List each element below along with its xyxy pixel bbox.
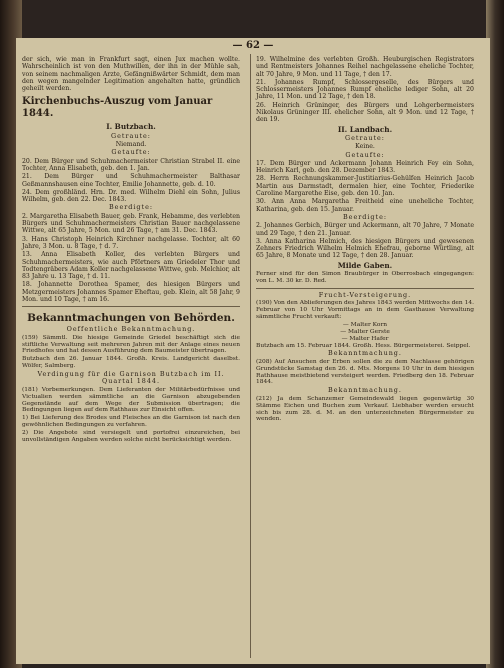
entry: 2. Margaretha Elisabeth Bauer, geb. Frank, Hebamme, des verlebten Bürgers und Schuhmachermeisters Christian Bauer nachgelassene Wittwe, alt 65 Jahre, 5 Mon. und 26 Tage, † am 31. Dec. 1843. <box>22 212 240 235</box>
announcement-subheading: Verdingung für die Garnison Butzbach im II. Quartal 1844. <box>37 370 225 386</box>
entry: 30. Ann Anna Margaretha Freitheid eine uneheliche Tochter, Katharina, geb. den 15. Januar. <box>256 198 474 213</box>
entry: 19. Wilhelmine des verlebten Großh. Heuburgischen Registrators und Rentmeisters Johannes Reihel nachgelassene eheliche Tochter, alt 70 Jahre, 9 Mon. und 11 Tage, † den 17. <box>256 56 474 78</box>
entry: 28. Herrn Rechnungskammer-Justitiarius-Gehülfen Heinrich Jacob Martin aus Darmstadt, dermalen hier, eine Tochter, Friederike Caroline Margarethe Eise, geb. den 10. Jan. <box>256 175 474 198</box>
announcement: (212) Ja dem Schanzemer Gemeindewald liegen gegenwärtig 30 Stämme Eichen und Buchen zum Verkauf. Liebhaber werden ersucht sich bis zum 28. d. M. an den unterzeichneten Bürgermeister zu wenden. <box>256 395 474 423</box>
entry: 3. Hans Christoph Heinrich Kirchner nachgelasse. Tochter, alt 60 Jahre, 3 Mon. u. 8 Tage, † d. 7. <box>22 235 240 250</box>
announcement: Butzbach den 26. Januar 1844. Großh. Kreis. Landgericht daselbst. Wölfer, Salmberg. <box>22 356 240 370</box>
entry: 13. Anna Elisabeth Koller, des verlebten Bürgers und Schuhmachermeisters, wie auch Pförtners am Griedeler Thor und Todtengräbers Adam Koller nachgelassene Wittwe, geb. Melchior, alt 83 Jahre u. 13 Tage, † d. 11. <box>22 251 240 281</box>
getraute-entry: Niemand. <box>115 141 147 149</box>
fruit-auction-heading: Frucht-Versteigerung. <box>318 290 412 299</box>
beerdigte-heading: Beerdigte: <box>342 212 388 221</box>
announcement-heading: Bekanntmachung. <box>328 349 402 358</box>
announcement-subheading: Oeffentliche Bekanntmachung. <box>66 325 196 334</box>
getaufte-heading: Getaufte: <box>345 150 385 159</box>
announcement-heading: Bekanntmachung. <box>328 386 402 395</box>
entry: 26. Heinrich Grüninger, des Bürgers und Lohgerbermeisters Nikolaus Grüninger III. ehelicher Sohn, alt 9 Mon. und 12 Tage, † den 19. <box>256 101 474 124</box>
getraute-heading: Getraute: <box>111 131 151 140</box>
entry: 3. Anna Katharina Helmich, des hiesigen Bürgers und gewesenen Zehners Friedrich Wilhelm Helmich Ehefrau, geborne Würtling, alt 65 Jahre, 8 Monate und 12 Tage, † den 28. Januar. <box>256 237 474 260</box>
donations-text: Ferner sind für den Simon Braubürger in Oberrosbach eingegangen: von L. M. 30 kr. D. Red. <box>256 271 474 284</box>
section-heading: II. Landbach. <box>337 124 393 134</box>
fruit-item: — Malter Hafer <box>341 335 389 342</box>
fruit-auction-block <box>256 288 474 350</box>
entry: 18. Johannette Dorothea Spamer, des hiesigen Bürgers und Metzgermeisters Johannes Spamer Eheftau, geb. Klein, alt 58 Jahr, 9 Mon. und 10 Tage, † am 16. <box>22 281 240 304</box>
entry: 2. Johannes Gerbich, Bürger und Ackermann, alt 70 Jahre, 7 Monate und 29 Tage, † den 21. Januar. <box>256 222 474 237</box>
fruit-item: — Malter Korn <box>342 321 388 328</box>
getraute-entry: Keine. <box>355 143 375 151</box>
getaufte-heading: Getaufte: <box>111 148 151 157</box>
entry: 21. Dem Bürger und Schuhmachermeister Balthasar Geßmannshausen eine Tochter, Emilie Johannette, geb. d. 10. <box>22 173 240 188</box>
announcement: 2) Die Angebote sind versiegelt und portofrei einzureichen, bei unvollständigen Angaben werden solche nicht berücksichtigt werden. <box>22 430 240 444</box>
announcements-title: Bekanntmachungen von Behörden. <box>27 312 235 325</box>
column-divider <box>250 54 251 658</box>
entry: 20. Dem Bürger und Schuhmachermeister Christian Strabel II. eine Tochter, Anna Elisabeth, geb. den 1. Jan. <box>22 157 240 172</box>
fruit-auction-signature: Butzbach am 15. Februar 1844. Großh. Hess. Bürgermeisterei. Seippel. <box>256 342 471 349</box>
church-register-title: Kirchenbuchs-Auszug vom Januar 1844. <box>22 96 213 120</box>
getraute-heading: Getraute: <box>345 133 385 142</box>
beerdigte-heading: Beerdigte: <box>108 203 154 212</box>
announcements-block <box>22 306 240 444</box>
intro-paragraph: der sich, wie man in Frankfurt sagt, einen Jux machen wollte. Wahrscheinlich ist von den Muthwillen, der ihn in der Mühle sah, von seinem nachmaligen Arzte, Gefängnißwärter Schmidt, dem man den wegen mangelnder Legitimation angehalten hatte, gründlich geheilt werden. <box>22 56 240 93</box>
entry: 17. Dem Bürger und Ackermann Johann Heinrich Fey ein Sohn, Heinrich Karl, geb. den 28. Dezember 1843. <box>256 159 474 175</box>
entry: 21. Johannes Rumpf, Schlossergeselle, des Bürgers und Schlossermeisters Johannes Rumpf eheliche lediger Sohn, alt 20 Jahre, 11 Mon. und 12 Tage, † den 18. <box>256 78 474 101</box>
page-number: — 62 — <box>232 40 274 51</box>
fruit-item: — Malter Gerste <box>340 328 390 335</box>
top-band <box>0 0 504 40</box>
announcement: (208) Auf Ansuchen der Erben sollen die zu dem Nachlasse gehörigen Grundstücke Samstag den 26. d. Mts. Morgens 10 Uhr in dem hiesigen Rathhause meistbietend versteigert werden. Friedberg den 18. Februar 1844. <box>256 358 474 386</box>
fruit-auction-text: (190) Von den Ablieferungen des Jahres 1843 werden Mittwochs den 14. Februar von 10 Uhr Vormittags an in dem Gasthause Verwaltung sämmtliche Frucht verkauft: <box>256 300 474 320</box>
announcement: (181) Vorbemerkungen. Dem Lieferanten der Militärbedürfnisse und Victualien werden sämmtliche an die Garnison abzugebenden Gegenstände auf dem Wege der Submission übertragen; die Bedingungen liegen auf dem Rathhaus zur Einsicht offen. <box>22 386 240 414</box>
announcement: (159) Sämmtl. Die hiesige Gemeinde Griedel beschäftigt sich die stiftliche Verwaltung seit mehreren Jahren mit der Anlage eines neuen Friedhofes und hat dessen Ausführung dem Baumeister übertragen. <box>22 334 240 355</box>
document-page <box>16 38 490 664</box>
donations-heading: Milde Gaben. <box>337 260 393 270</box>
entry: 24. Dem großhländ. Hrn. Dr. med. Wilhelm Diehl ein Sohn, Julius Wilhelm, geb. den 22. Dec. 1843. <box>22 188 240 204</box>
section-heading: I. Butzbach. <box>106 122 156 132</box>
right-column <box>256 56 474 424</box>
left-column <box>22 56 240 445</box>
announcement: 1) Bei Lieferung des Brodes und Fleisches an die Garnison ist nach den gewöhnlichen Bedingungen zu verfahren. <box>22 415 240 429</box>
